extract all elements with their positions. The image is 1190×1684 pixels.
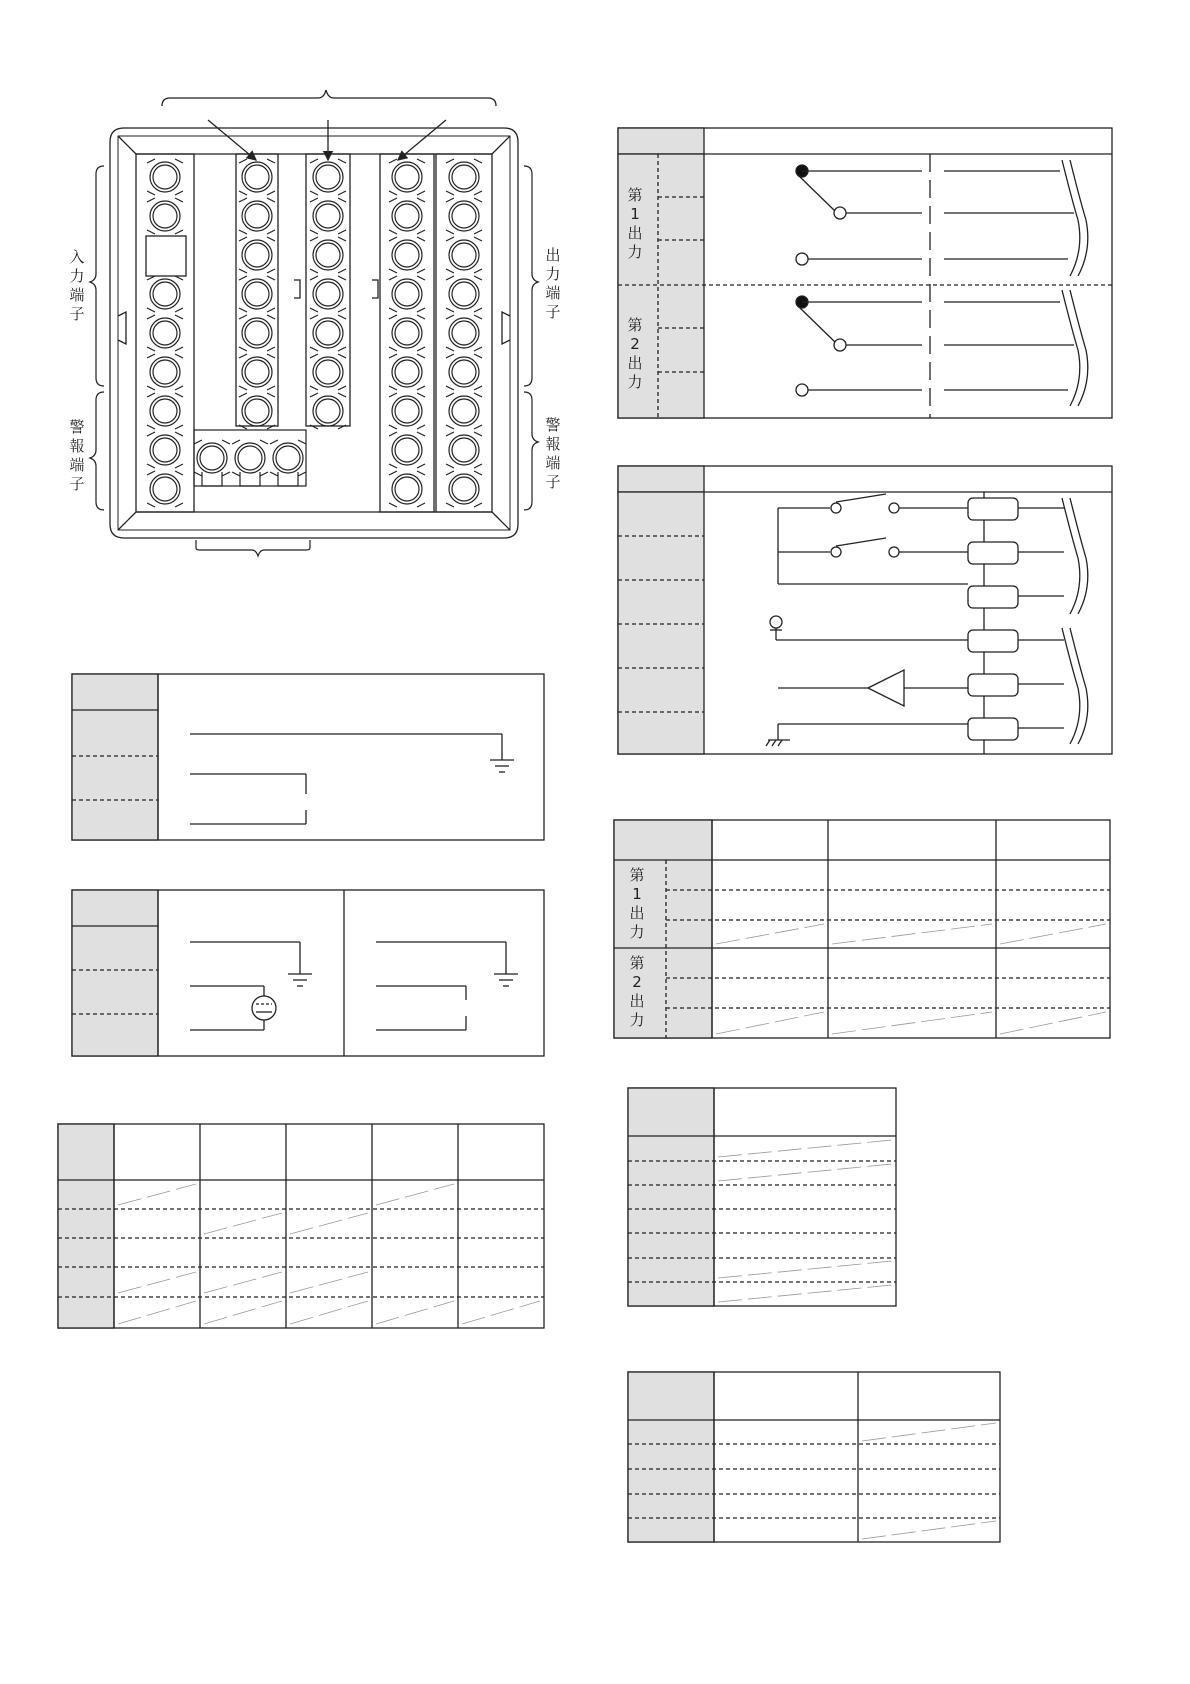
terminal-screw [446, 393, 482, 429]
right-brace-output [524, 166, 538, 386]
input-wiring-box [618, 466, 1112, 754]
terminal-screw [270, 440, 306, 476]
terminal-screw [310, 276, 346, 312]
terminal-screw [239, 354, 275, 390]
terminal-screw [147, 315, 183, 351]
terminal-screw [310, 393, 346, 429]
table-first-output-label: 第 1 出 力 [629, 866, 645, 941]
terminal-screw [389, 432, 425, 468]
terminal-screw [389, 471, 425, 507]
terminal-block [110, 90, 518, 538]
terminal-screw [310, 159, 346, 195]
header-shade [618, 128, 704, 154]
right-brace-alarm [524, 392, 538, 510]
terminal-screw [446, 276, 482, 312]
first-output-label: 第 1 出 力 [627, 186, 643, 261]
terminal-screw [446, 354, 482, 390]
terminal-screw [389, 237, 425, 273]
terminal-screw [389, 315, 425, 351]
left-brace-input [90, 166, 104, 386]
terminal-screw [446, 237, 482, 273]
terminal-screw [389, 354, 425, 390]
alarm-terminal-label-right: 警 報 端 子 [545, 416, 561, 491]
terminal-screw [446, 315, 482, 351]
bottom-brace [196, 540, 310, 556]
terminal-screw [389, 393, 425, 429]
terminal-screw [194, 440, 230, 476]
table-second-output-label: 第 2 出 力 [629, 954, 645, 1029]
alarm-terminal-label-left: 警 報 端 子 [69, 418, 85, 493]
output-wiring-box [618, 128, 1112, 418]
terminal-screw [389, 198, 425, 234]
terminal-screw [147, 276, 183, 312]
terminal-screw [232, 440, 268, 476]
terminal-screw [239, 276, 275, 312]
output-table [614, 820, 1110, 1038]
terminal-screw [239, 393, 275, 429]
terminal-screw [446, 159, 482, 195]
left-brace-alarm [90, 392, 104, 510]
terminal-screw [239, 315, 275, 351]
second-output-label: 第 2 出 力 [627, 316, 643, 391]
terminal-screw [239, 237, 275, 273]
terminal-screw [446, 198, 482, 234]
terminal-screw [147, 471, 183, 507]
terminal-screw [310, 315, 346, 351]
output-terminal-label: 出 力 端 子 [545, 246, 561, 321]
top-brace [162, 90, 496, 106]
option-table-a [628, 1088, 896, 1306]
terminal-screw [147, 393, 183, 429]
terminal-screw [389, 159, 425, 195]
terminal-screw [147, 198, 183, 234]
sensor-wiring-box-2 [72, 890, 544, 1056]
terminal-screw [310, 237, 346, 273]
terminal-screw [147, 432, 183, 468]
terminal-screw [310, 354, 346, 390]
option-table-b [628, 1372, 1000, 1542]
terminal-screw [239, 198, 275, 234]
terminal-screw [147, 159, 183, 195]
terminal-screw [446, 471, 482, 507]
terminal-screw [147, 354, 183, 390]
terminal-screw [310, 198, 346, 234]
sensor-wiring-box-1 [72, 674, 544, 840]
terminal-screw [389, 276, 425, 312]
terminal-screws [147, 159, 482, 507]
setting-table [58, 1124, 544, 1328]
terminal-screw [239, 159, 275, 195]
input-terminal-label: 入 力 端 子 [69, 248, 85, 323]
terminal-screw [446, 432, 482, 468]
